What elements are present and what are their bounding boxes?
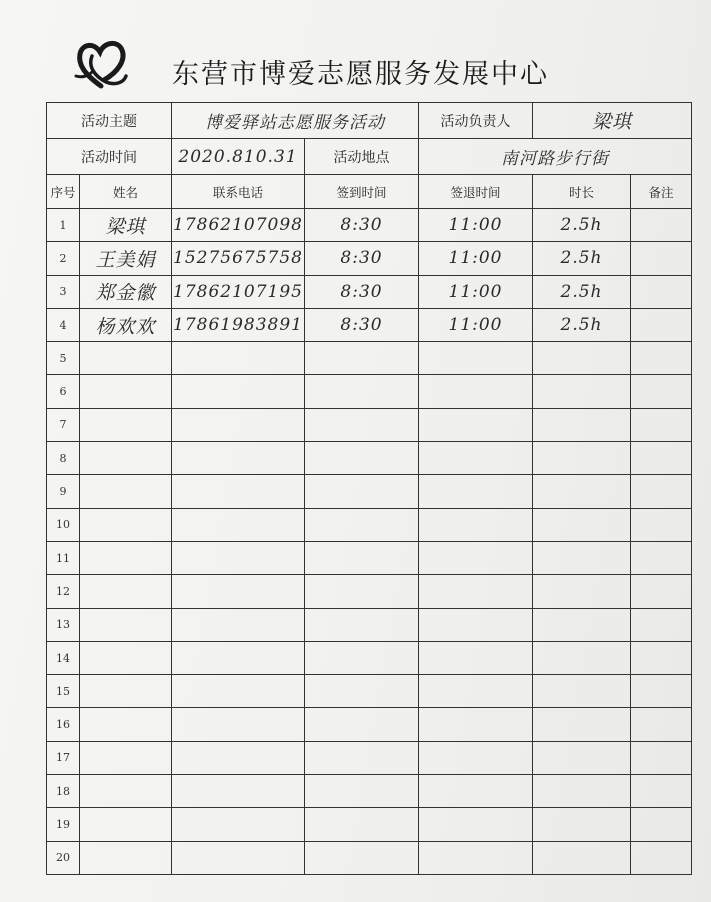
sign-in-time-cell bbox=[305, 475, 419, 508]
duration-cell bbox=[533, 741, 631, 774]
note-cell bbox=[631, 242, 692, 275]
sign-in-time-cell bbox=[305, 741, 419, 774]
sign-out-time-cell bbox=[419, 575, 533, 608]
column-header-note: 备注 bbox=[631, 175, 692, 209]
table-row bbox=[47, 442, 692, 475]
table-row bbox=[47, 308, 692, 341]
row-number: 11 bbox=[47, 541, 80, 574]
table-row bbox=[47, 541, 692, 574]
row-number: 8 bbox=[47, 442, 80, 475]
column-header-phone: 联系电话 bbox=[172, 175, 305, 209]
sign-in-time-cell bbox=[305, 541, 419, 574]
table-row bbox=[47, 841, 692, 874]
activity-place-label: 活动地点 bbox=[305, 139, 419, 175]
organization-title: 东营市博爱志愿服务发展中心 bbox=[172, 59, 549, 90]
duration-cell bbox=[533, 408, 631, 441]
row-number: 20 bbox=[47, 841, 80, 874]
sign-out-time-cell: 11:00 bbox=[419, 209, 533, 242]
name-cell bbox=[80, 741, 172, 774]
name-cell bbox=[80, 375, 172, 408]
note-cell bbox=[631, 641, 692, 674]
name-cell bbox=[80, 508, 172, 541]
sign-in-time-cell bbox=[305, 775, 419, 808]
table-row bbox=[47, 808, 692, 841]
sign-out-time-cell bbox=[419, 375, 533, 408]
phone-cell bbox=[172, 342, 305, 375]
duration-cell bbox=[533, 641, 631, 674]
phone-cell bbox=[172, 775, 305, 808]
note-cell bbox=[631, 508, 692, 541]
sign-out-time-cell bbox=[419, 808, 533, 841]
row-number: 12 bbox=[47, 575, 80, 608]
name-cell bbox=[80, 608, 172, 641]
row-number: 16 bbox=[47, 708, 80, 741]
duration-cell bbox=[533, 675, 631, 708]
note-cell bbox=[631, 308, 692, 341]
duration-cell: 2.5h bbox=[533, 275, 631, 308]
name-cell bbox=[80, 575, 172, 608]
table-row bbox=[47, 375, 692, 408]
name-cell bbox=[80, 342, 172, 375]
note-cell bbox=[631, 608, 692, 641]
column-header-no: 序号 bbox=[47, 175, 80, 209]
name-cell bbox=[80, 475, 172, 508]
sign-out-time-cell: 11:00 bbox=[419, 308, 533, 341]
sign-out-time-cell: 11:00 bbox=[419, 242, 533, 275]
column-header-sign-out: 签退时间 bbox=[419, 175, 533, 209]
name-cell bbox=[80, 708, 172, 741]
activity-topic-value: 博爱驿站志愿服务活动 bbox=[172, 103, 419, 139]
sign-out-time-cell bbox=[419, 775, 533, 808]
sign-in-time-cell bbox=[305, 675, 419, 708]
phone-cell bbox=[172, 475, 305, 508]
phone-cell bbox=[172, 841, 305, 874]
table-row bbox=[47, 209, 692, 242]
duration-cell bbox=[533, 708, 631, 741]
duration-cell bbox=[533, 775, 631, 808]
activity-leader-label: 活动负责人 bbox=[419, 103, 533, 139]
table-row bbox=[47, 242, 692, 275]
table-row bbox=[47, 675, 692, 708]
duration-cell bbox=[533, 808, 631, 841]
phone-cell bbox=[172, 408, 305, 441]
duration-cell bbox=[533, 375, 631, 408]
sign-out-time-cell: 11:00 bbox=[419, 275, 533, 308]
note-cell bbox=[631, 442, 692, 475]
info-row-time bbox=[47, 139, 692, 175]
duration-cell bbox=[533, 841, 631, 874]
sign-in-time-cell: 8:30 bbox=[305, 308, 419, 341]
row-number: 18 bbox=[47, 775, 80, 808]
phone-cell bbox=[172, 708, 305, 741]
phone-cell bbox=[172, 741, 305, 774]
duration-cell bbox=[533, 575, 631, 608]
sign-in-time-cell bbox=[305, 442, 419, 475]
sign-in-time-cell bbox=[305, 575, 419, 608]
phone-cell bbox=[172, 608, 305, 641]
duration-cell: 2.5h bbox=[533, 209, 631, 242]
sign-in-time-cell bbox=[305, 608, 419, 641]
sign-out-time-cell bbox=[419, 675, 533, 708]
column-header-row bbox=[47, 175, 692, 209]
note-cell bbox=[631, 775, 692, 808]
phone-cell: 15275675758 bbox=[172, 242, 305, 275]
activity-place-value: 南河路步行街 bbox=[419, 139, 692, 175]
sign-out-time-cell bbox=[419, 541, 533, 574]
activity-time-value: 2020.810.31 bbox=[172, 139, 305, 175]
note-cell bbox=[631, 741, 692, 774]
duration-cell bbox=[533, 342, 631, 375]
phone-cell bbox=[172, 641, 305, 674]
note-cell bbox=[631, 575, 692, 608]
sign-in-time-cell bbox=[305, 375, 419, 408]
sign-in-time-cell bbox=[305, 408, 419, 441]
name-cell: 杨欢欢 bbox=[80, 308, 172, 341]
note-cell bbox=[631, 708, 692, 741]
activity-topic-label: 活动主题 bbox=[47, 103, 172, 139]
row-number: 5 bbox=[47, 342, 80, 375]
column-header-name: 姓名 bbox=[80, 175, 172, 209]
note-cell bbox=[631, 808, 692, 841]
name-cell: 梁琪 bbox=[80, 209, 172, 242]
row-number: 17 bbox=[47, 741, 80, 774]
sign-out-time-cell bbox=[419, 741, 533, 774]
activity-time-label: 活动时间 bbox=[47, 139, 172, 175]
phone-cell bbox=[172, 442, 305, 475]
row-number: 10 bbox=[47, 508, 80, 541]
table-row bbox=[47, 641, 692, 674]
sign-in-time-cell bbox=[305, 841, 419, 874]
sign-out-time-cell bbox=[419, 508, 533, 541]
duration-cell: 2.5h bbox=[533, 308, 631, 341]
note-cell bbox=[631, 475, 692, 508]
row-number: 9 bbox=[47, 475, 80, 508]
note-cell bbox=[631, 342, 692, 375]
name-cell bbox=[80, 408, 172, 441]
sign-out-time-cell bbox=[419, 442, 533, 475]
note-cell bbox=[631, 541, 692, 574]
sign-in-time-cell: 8:30 bbox=[305, 209, 419, 242]
phone-cell bbox=[172, 375, 305, 408]
note-cell bbox=[631, 209, 692, 242]
name-cell bbox=[80, 841, 172, 874]
sign-in-time-cell: 8:30 bbox=[305, 242, 419, 275]
row-number: 13 bbox=[47, 608, 80, 641]
row-number: 14 bbox=[47, 641, 80, 674]
sign-in-time-cell bbox=[305, 342, 419, 375]
name-cell bbox=[80, 808, 172, 841]
phone-cell bbox=[172, 541, 305, 574]
sign-out-time-cell bbox=[419, 342, 533, 375]
name-cell bbox=[80, 775, 172, 808]
name-cell bbox=[80, 442, 172, 475]
duration-cell: 2.5h bbox=[533, 242, 631, 275]
phone-cell bbox=[172, 575, 305, 608]
info-row-topic bbox=[47, 103, 692, 139]
note-cell bbox=[631, 275, 692, 308]
sign-out-time-cell bbox=[419, 641, 533, 674]
name-cell bbox=[80, 541, 172, 574]
heart-ribbon-logo-icon bbox=[74, 36, 128, 92]
duration-cell bbox=[533, 475, 631, 508]
note-cell bbox=[631, 675, 692, 708]
row-number: 3 bbox=[47, 275, 80, 308]
sign-in-table bbox=[46, 102, 692, 875]
name-cell bbox=[80, 641, 172, 674]
name-cell: 郑金徽 bbox=[80, 275, 172, 308]
sign-out-time-cell bbox=[419, 841, 533, 874]
row-number: 7 bbox=[47, 408, 80, 441]
phone-cell: 17862107098 bbox=[172, 209, 305, 242]
row-number: 2 bbox=[47, 242, 80, 275]
activity-leader-value: 梁琪 bbox=[533, 103, 692, 139]
duration-cell bbox=[533, 608, 631, 641]
table-row bbox=[47, 342, 692, 375]
row-number: 6 bbox=[47, 375, 80, 408]
sheet-header bbox=[0, 0, 711, 102]
table-row bbox=[47, 275, 692, 308]
sign-out-time-cell bbox=[419, 708, 533, 741]
sign-in-time-cell bbox=[305, 708, 419, 741]
table-row bbox=[47, 741, 692, 774]
column-header-duration: 时长 bbox=[533, 175, 631, 209]
sign-in-time-cell bbox=[305, 808, 419, 841]
phone-cell: 17862107195 bbox=[172, 275, 305, 308]
phone-cell bbox=[172, 508, 305, 541]
note-cell bbox=[631, 841, 692, 874]
note-cell bbox=[631, 375, 692, 408]
sign-out-time-cell bbox=[419, 608, 533, 641]
name-cell: 王美娟 bbox=[80, 242, 172, 275]
table-row bbox=[47, 475, 692, 508]
sign-out-time-cell bbox=[419, 408, 533, 441]
table-row bbox=[47, 608, 692, 641]
sign-out-time-cell bbox=[419, 475, 533, 508]
table-row bbox=[47, 708, 692, 741]
duration-cell bbox=[533, 541, 631, 574]
name-cell bbox=[80, 675, 172, 708]
table-row bbox=[47, 575, 692, 608]
phone-cell: 17861983891 bbox=[172, 308, 305, 341]
duration-cell bbox=[533, 442, 631, 475]
row-number: 15 bbox=[47, 675, 80, 708]
phone-cell bbox=[172, 675, 305, 708]
column-header-sign-in: 签到时间 bbox=[305, 175, 419, 209]
note-cell bbox=[631, 408, 692, 441]
phone-cell bbox=[172, 808, 305, 841]
table-row bbox=[47, 408, 692, 441]
sign-in-time-cell bbox=[305, 508, 419, 541]
sign-in-time-cell: 8:30 bbox=[305, 275, 419, 308]
row-number: 4 bbox=[47, 308, 80, 341]
sign-in-time-cell bbox=[305, 641, 419, 674]
table-row bbox=[47, 508, 692, 541]
row-number: 19 bbox=[47, 808, 80, 841]
table-row bbox=[47, 775, 692, 808]
row-number: 1 bbox=[47, 209, 80, 242]
duration-cell bbox=[533, 508, 631, 541]
